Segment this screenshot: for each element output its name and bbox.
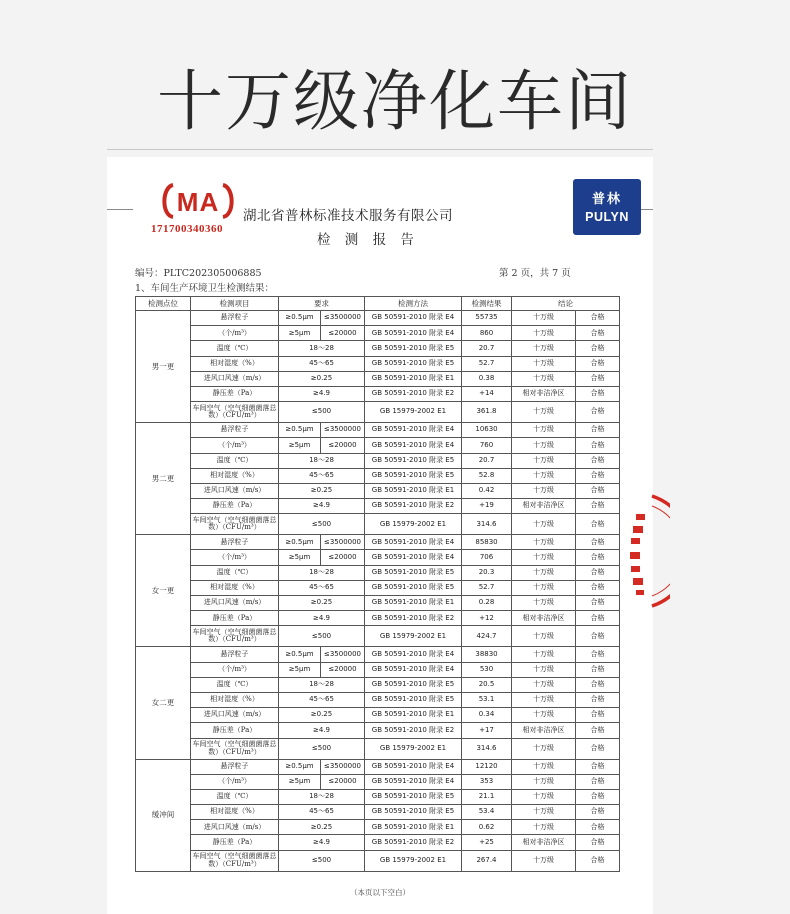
grade-cell: 十万级 [512,596,576,611]
method-cell: GB 50591-2010 附录 E4 [365,774,462,789]
requirement-size-cell: ≥0.5μm [279,423,321,438]
item-cell: 相对湿度（%） [191,468,279,483]
item-cell: 进风口风速（m/s） [191,371,279,386]
header-result: 检测结果 [462,297,512,311]
method-cell: GB 50591-2010 附录 E1 [365,820,462,835]
pass-cell: 合格 [576,565,620,580]
item-cell: 悬浮粒子 [191,535,279,550]
grade-cell: 十万级 [512,805,576,820]
pass-cell: 合格 [576,850,620,871]
grade-cell: 相对非洁净区 [512,386,576,401]
requirement-cell: 18～28 [279,341,365,356]
item-cell: （个/m³） [191,438,279,453]
location-cell: 女一更 [136,535,191,647]
requirement-cell: 45～65 [279,580,365,595]
requirement-cell: ≥4.9 [279,835,365,850]
requirement-cell: 18～28 [279,453,365,468]
item-cell: 进风口风速（m/s） [191,820,279,835]
item-cell: 悬浮粒子 [191,423,279,438]
result-cell: 0.62 [462,820,512,835]
grade-cell: 相对非洁净区 [512,611,576,626]
requirement-size-cell: ≥0.5μm [279,311,321,326]
method-cell: GB 50591-2010 附录 E4 [365,535,462,550]
result-cell: 21.1 [462,789,512,804]
page-footer-note: （本页以下空白） [350,888,410,897]
item-cell: 静压差（Pa） [191,723,279,738]
requirement-cell: ≥4.9 [279,386,365,401]
item-cell: 温度（℃） [191,341,279,356]
requirement-limit-cell: ≤3500000 [321,423,365,438]
item-cell: 悬浮粒子 [191,759,279,774]
result-cell: 52.7 [462,580,512,595]
results-table [135,296,620,872]
pass-cell: 合格 [576,386,620,401]
grade-cell: 十万级 [512,580,576,595]
requirement-limit-cell: ≤20000 [321,550,365,565]
result-cell: 860 [462,326,512,341]
brand-logo [573,179,641,235]
table-row [136,647,620,662]
table-row [136,850,620,871]
grade-cell: 十万级 [512,626,576,647]
requirement-cell: 45～65 [279,692,365,707]
pass-cell: 合格 [576,759,620,774]
requirement-size-cell: ≥0.5μm [279,647,321,662]
table-row [136,311,620,326]
result-cell: 20.5 [462,677,512,692]
method-cell: GB 50591-2010 附录 E5 [365,453,462,468]
method-cell: GB 15979-2002 E1 [365,626,462,647]
requirement-size-cell: ≥5μm [279,438,321,453]
requirement-cell: ≥4.9 [279,611,365,626]
method-cell: GB 50591-2010 附录 E5 [365,805,462,820]
requirement-limit-cell: ≤20000 [321,438,365,453]
grade-cell: 相对非洁净区 [512,835,576,850]
pass-cell: 合格 [576,356,620,371]
item-cell: 进风口风速（m/s） [191,596,279,611]
grade-cell: 十万级 [512,438,576,453]
pass-cell: 合格 [576,423,620,438]
pass-cell: 合格 [576,677,620,692]
table-row [136,438,620,453]
table-row [136,662,620,677]
pass-cell: 合格 [576,774,620,789]
grade-cell: 十万级 [512,662,576,677]
result-cell: +19 [462,499,512,514]
table-row [136,514,620,535]
requirement-size-cell: ≥5μm [279,774,321,789]
requirement-cell: 18～28 [279,565,365,580]
grade-cell: 十万级 [512,550,576,565]
item-cell: 相对湿度（%） [191,692,279,707]
result-cell: 85830 [462,535,512,550]
table-row [136,580,620,595]
item-cell: 静压差（Pa） [191,499,279,514]
item-cell: 进风口风速（m/s） [191,483,279,498]
method-cell: GB 50591-2010 附录 E2 [365,835,462,850]
pass-cell: 合格 [576,835,620,850]
item-cell: （个/m³） [191,662,279,677]
item-cell: （个/m³） [191,550,279,565]
grade-cell: 十万级 [512,514,576,535]
table-row [136,759,620,774]
requirement-cell: 18～28 [279,677,365,692]
pass-cell: 合格 [576,662,620,677]
svg-text:MA: MA [176,187,220,217]
requirement-cell: ≥0.25 [279,483,365,498]
method-cell: GB 50591-2010 附录 E4 [365,423,462,438]
location-cell: 女二更 [136,647,191,759]
grade-cell: 十万级 [512,738,576,759]
grade-cell: 十万级 [512,371,576,386]
result-cell: 53.1 [462,692,512,707]
table-row [136,820,620,835]
pass-cell: 合格 [576,341,620,356]
grade-cell: 十万级 [512,789,576,804]
grade-cell: 十万级 [512,565,576,580]
result-cell: 52.7 [462,356,512,371]
requirement-cell: ≥0.25 [279,820,365,835]
grade-cell: 十万级 [512,468,576,483]
pass-cell: 合格 [576,371,620,386]
method-cell: GB 50591-2010 附录 E5 [365,565,462,580]
brand-name-en: PULYN [585,210,629,224]
pass-cell: 合格 [576,326,620,341]
table-row [136,708,620,723]
item-cell: 悬浮粒子 [191,311,279,326]
table-row [136,535,620,550]
inspection-seal [630,492,670,610]
section-heading: 1、车间生产环境卫生检测结果： [135,283,275,294]
method-cell: GB 50591-2010 附录 E1 [365,596,462,611]
method-cell: GB 50591-2010 附录 E1 [365,708,462,723]
requirement-cell: 45～65 [279,356,365,371]
table-row [136,626,620,647]
table-row [136,596,620,611]
requirement-limit-cell: ≤3500000 [321,311,365,326]
pass-cell: 合格 [576,402,620,423]
requirement-limit-cell: ≤3500000 [321,647,365,662]
location-cell: 缓冲间 [136,759,191,871]
requirement-cell: ≤500 [279,402,365,423]
requirement-cell: 45～65 [279,805,365,820]
pass-cell: 合格 [576,611,620,626]
result-cell: 20.3 [462,565,512,580]
grade-cell: 十万级 [512,423,576,438]
method-cell: GB 50591-2010 附录 E4 [365,662,462,677]
method-cell: GB 50591-2010 附录 E5 [365,789,462,804]
result-cell: 0.38 [462,371,512,386]
method-cell: GB 50591-2010 附录 E4 [365,759,462,774]
requirement-cell: 18～28 [279,789,365,804]
pass-cell: 合格 [576,535,620,550]
result-cell: 53.4 [462,805,512,820]
result-cell: 267.4 [462,850,512,871]
grade-cell: 十万级 [512,647,576,662]
requirement-cell: ≥4.9 [279,499,365,514]
grade-cell: 十万级 [512,692,576,707]
table-row [136,371,620,386]
method-cell: GB 50591-2010 附录 E2 [365,499,462,514]
table-row [136,386,620,401]
pass-cell: 合格 [576,647,620,662]
requirement-cell: ≤500 [279,514,365,535]
table-row [136,565,620,580]
requirement-size-cell: ≥0.5μm [279,535,321,550]
method-cell: GB 50591-2010 附录 E4 [365,326,462,341]
requirement-limit-cell: ≤20000 [321,326,365,341]
result-cell: 20.7 [462,453,512,468]
result-cell: 12120 [462,759,512,774]
requirement-cell: ≤500 [279,738,365,759]
pass-cell: 合格 [576,626,620,647]
item-cell: 相对湿度（%） [191,356,279,371]
grade-cell: 十万级 [512,535,576,550]
requirement-cell: 45～65 [279,468,365,483]
item-cell: 进风口风速（m/s） [191,708,279,723]
result-cell: 314.6 [462,738,512,759]
method-cell: GB 50591-2010 附录 E4 [365,550,462,565]
pass-cell: 合格 [576,499,620,514]
grade-cell: 十万级 [512,708,576,723]
item-cell: 静压差（Pa） [191,835,279,850]
method-cell: GB 15979-2002 E1 [365,850,462,871]
table-row [136,550,620,565]
pass-cell: 合格 [576,453,620,468]
grade-cell: 十万级 [512,483,576,498]
requirement-cell: ≤500 [279,850,365,871]
requirement-limit-cell: ≤20000 [321,774,365,789]
header-requirement: 要求 [279,297,365,311]
requirement-size-cell: ≥5μm [279,326,321,341]
requirement-size-cell: ≥5μm [279,550,321,565]
grade-cell: 相对非洁净区 [512,723,576,738]
method-cell: GB 50591-2010 附录 E4 [365,647,462,662]
table-row [136,402,620,423]
table-row [136,677,620,692]
item-cell: 温度（℃） [191,677,279,692]
header-item: 检测项目 [191,297,279,311]
method-cell: GB 50591-2010 附录 E2 [365,386,462,401]
result-cell: 0.34 [462,708,512,723]
pass-cell: 合格 [576,692,620,707]
method-cell: GB 50591-2010 附录 E5 [365,692,462,707]
method-cell: GB 50591-2010 附录 E2 [365,723,462,738]
method-cell: GB 15979-2002 E1 [365,514,462,535]
method-cell: GB 50591-2010 附录 E1 [365,483,462,498]
grade-cell: 十万级 [512,453,576,468]
item-cell: 车间空气（空气细菌菌落总数）（CFU/m³） [191,738,279,759]
header-conclusion: 结论 [512,297,620,311]
cma-logo [159,181,237,221]
grade-cell: 十万级 [512,677,576,692]
item-cell: 车间空气（空气细菌菌落总数）（CFU/m³） [191,626,279,647]
item-cell: 温度（℃） [191,565,279,580]
page-title: 十万级净化车间 [157,63,633,140]
grade-cell: 十万级 [512,850,576,871]
pass-cell: 合格 [576,468,620,483]
table-row [136,499,620,514]
requirement-limit-cell: ≤3500000 [321,759,365,774]
requirement-cell: ≥0.25 [279,371,365,386]
result-cell: 530 [462,662,512,677]
table-row [136,805,620,820]
requirement-size-cell: ≥5μm [279,662,321,677]
report-title: 检 测 报 告 [317,232,419,248]
pass-cell: 合格 [576,438,620,453]
table-row [136,356,620,371]
pass-cell: 合格 [576,738,620,759]
grade-cell: 十万级 [512,356,576,371]
item-cell: 车间空气（空气细菌菌落总数）（CFU/m³） [191,514,279,535]
table-row [136,723,620,738]
pass-cell: 合格 [576,514,620,535]
table-row [136,468,620,483]
requirement-cell: ≤500 [279,626,365,647]
table-row [136,692,620,707]
requirement-size-cell: ≥0.5μm [279,759,321,774]
table-row [136,835,620,850]
method-cell: GB 50591-2010 附录 E5 [365,677,462,692]
pass-cell: 合格 [576,550,620,565]
item-cell: 车间空气（空气细菌菌落总数）（CFU/m³） [191,402,279,423]
item-cell: 静压差（Pa） [191,611,279,626]
requirement-cell: ≥0.25 [279,708,365,723]
result-cell: +17 [462,723,512,738]
location-cell: 男二更 [136,423,191,535]
requirement-limit-cell: ≤3500000 [321,535,365,550]
table-row [136,774,620,789]
grade-cell: 十万级 [512,341,576,356]
result-cell: 55735 [462,311,512,326]
table-header-row [136,297,620,311]
pass-cell: 合格 [576,483,620,498]
grade-cell: 十万级 [512,774,576,789]
grade-cell: 相对非洁净区 [512,499,576,514]
pass-cell: 合格 [576,580,620,595]
method-cell: GB 50591-2010 附录 E5 [365,356,462,371]
result-cell: 314.6 [462,514,512,535]
company-name: 湖北省普林标准技术服务有限公司 [243,208,453,224]
method-cell: GB 50591-2010 附录 E4 [365,311,462,326]
method-cell: GB 50591-2010 附录 E2 [365,611,462,626]
result-cell: 10630 [462,423,512,438]
pass-cell: 合格 [576,789,620,804]
pass-cell: 合格 [576,805,620,820]
item-cell: 温度（℃） [191,453,279,468]
method-cell: GB 15979-2002 E1 [365,402,462,423]
grade-cell: 十万级 [512,759,576,774]
item-cell: 温度（℃） [191,789,279,804]
table-row [136,738,620,759]
pass-cell: 合格 [576,311,620,326]
result-cell: 424.7 [462,626,512,647]
table-row [136,453,620,468]
table-row [136,326,620,341]
report-number: 编号：PLTC202305006885 [135,268,262,279]
result-cell: 0.28 [462,596,512,611]
pass-cell: 合格 [576,596,620,611]
method-cell: GB 50591-2010 附录 E1 [365,371,462,386]
brand-name-cn: 普林 [591,192,622,207]
method-cell: GB 50591-2010 附录 E4 [365,438,462,453]
table-row [136,789,620,804]
item-cell: （个/m³） [191,326,279,341]
grade-cell: 十万级 [512,820,576,835]
grade-cell: 十万级 [512,402,576,423]
grade-cell: 十万级 [512,311,576,326]
header-rule-left [107,209,133,210]
item-cell: （个/m³） [191,774,279,789]
requirement-cell: ≥4.9 [279,723,365,738]
table-row [136,483,620,498]
item-cell: 相对湿度（%） [191,580,279,595]
result-cell: 361.8 [462,402,512,423]
result-cell: 706 [462,550,512,565]
result-cell: +12 [462,611,512,626]
location-cell: 男一更 [136,311,191,423]
requirement-cell: ≥0.25 [279,596,365,611]
method-cell: GB 15979-2002 E1 [365,738,462,759]
requirement-limit-cell: ≤20000 [321,662,365,677]
table-row [136,341,620,356]
header-method: 检测方法 [365,297,462,311]
method-cell: GB 50591-2010 附录 E5 [365,468,462,483]
table-row [136,423,620,438]
method-cell: GB 50591-2010 附录 E5 [365,341,462,356]
cma-code: 171700340360 [151,223,223,235]
item-cell: 车间空气（空气细菌菌落总数）（CFU/m³） [191,850,279,871]
pass-cell: 合格 [576,723,620,738]
result-cell: 353 [462,774,512,789]
page-info: 第 2 页，共 7 页 [499,268,571,279]
report-document [107,157,653,914]
title-divider [107,149,653,150]
result-cell: 38830 [462,647,512,662]
result-cell: 20.7 [462,341,512,356]
header-location: 检测点位 [136,297,191,311]
result-cell: +14 [462,386,512,401]
result-cell: +25 [462,835,512,850]
item-cell: 相对湿度（%） [191,805,279,820]
result-cell: 52.8 [462,468,512,483]
item-cell: 悬浮粒子 [191,647,279,662]
result-cell: 0.42 [462,483,512,498]
pass-cell: 合格 [576,820,620,835]
pass-cell: 合格 [576,708,620,723]
result-cell: 760 [462,438,512,453]
item-cell: 静压差（Pa） [191,386,279,401]
grade-cell: 十万级 [512,326,576,341]
method-cell: GB 50591-2010 附录 E5 [365,580,462,595]
table-row [136,611,620,626]
